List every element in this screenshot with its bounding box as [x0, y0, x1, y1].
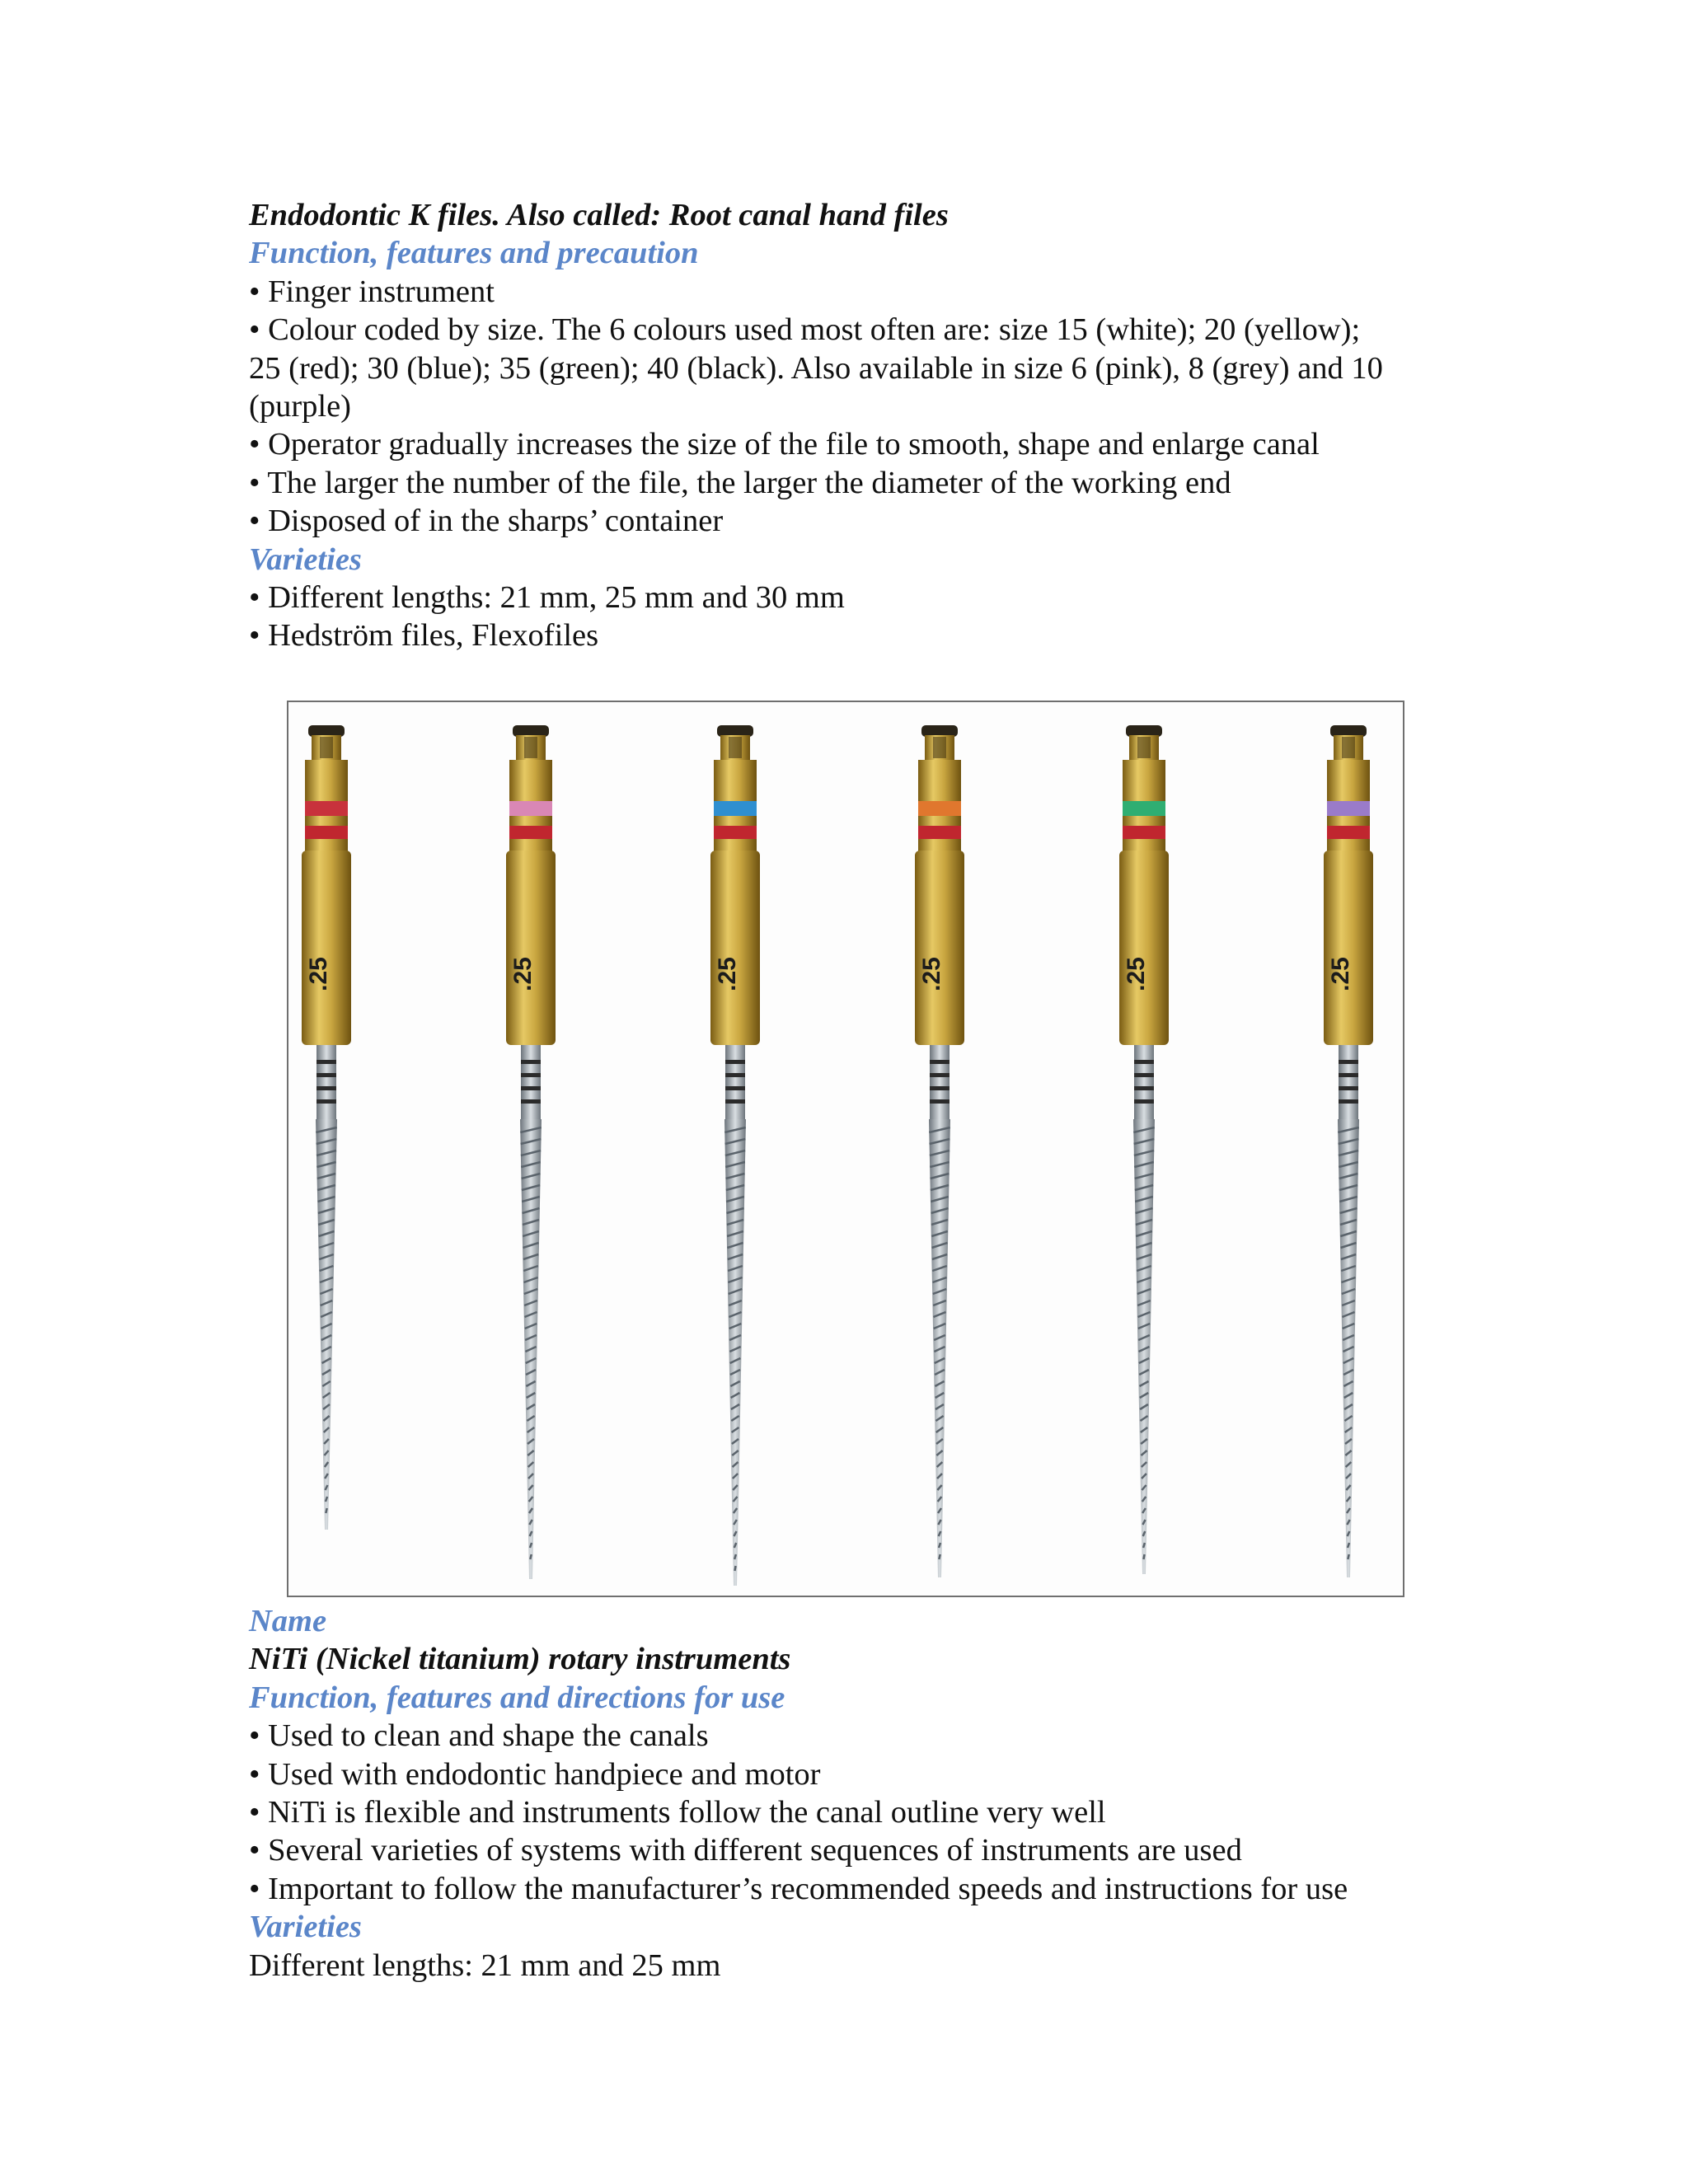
instrument-cap	[921, 725, 958, 737]
rotary-instrument	[1119, 725, 1169, 1574]
instrument-latch-notch	[729, 737, 742, 758]
instrument-shank	[1324, 851, 1373, 1045]
rotary-instrument	[506, 725, 556, 1579]
instrument-shaft	[1134, 1045, 1154, 1119]
kfiles-bullet: • Disposed of in the sharps’ container	[249, 504, 724, 539]
instrument-flutes	[316, 1119, 337, 1530]
niti-title: NiTi (Nickel titanium) rotary instruments	[249, 1642, 791, 1677]
depth-marking	[521, 1099, 541, 1104]
instrument-cap	[513, 725, 549, 737]
depth-marking	[521, 1073, 541, 1077]
niti-bullet: • Used with endodontic handpiece and motor	[249, 1756, 821, 1792]
taper-label: .25	[1327, 957, 1354, 991]
size-color-band	[1123, 801, 1165, 816]
instrument-shank	[915, 851, 964, 1045]
depth-marking	[316, 1086, 336, 1090]
kfiles-bullet-continued: 25 (red); 30 (blue); 35 (green); 40 (black). Also available in size 6 (pink), 8 (grey) and 10	[249, 350, 1383, 386]
depth-marking	[725, 1086, 745, 1090]
size-color-band	[305, 801, 348, 816]
kfiles-variety: • Different lengths: 21 mm, 25 mm and 30 mm	[249, 580, 845, 616]
kfiles-title: Endodontic K files. Also called: Root canal hand files	[249, 198, 949, 232]
flute-spiral	[939, 1554, 940, 1559]
niti-bullet: • Several varieties of systems with different sequences of instruments are used	[249, 1833, 1242, 1868]
kfiles-bullet-continued: (purple)	[249, 389, 351, 424]
kfiles-bullet: • Operator gradually increases the size of the file to smooth, shape and enlarge canal	[249, 427, 1320, 462]
size-color-band	[918, 801, 961, 816]
depth-marking	[930, 1086, 950, 1090]
instrument-shank	[302, 851, 351, 1045]
depth-marking	[725, 1073, 745, 1077]
depth-marking	[1134, 1086, 1154, 1090]
red-band	[305, 826, 348, 839]
depth-marking	[1339, 1099, 1358, 1104]
depth-marking	[1134, 1060, 1154, 1064]
taper-label: .25	[714, 957, 741, 991]
flute-spiral	[734, 1566, 735, 1571]
depth-marking	[1134, 1073, 1154, 1077]
flute-spiral	[734, 1554, 736, 1559]
instrument-shaft	[521, 1045, 541, 1119]
kfiles-section	[249, 196, 1469, 655]
taper-label: .25	[305, 957, 332, 991]
rotary-instrument	[915, 725, 964, 1577]
instrument-shaft	[1339, 1045, 1358, 1119]
depth-marking	[725, 1060, 745, 1064]
red-band	[509, 826, 552, 839]
depth-marking	[521, 1060, 541, 1064]
niti-varieties-heading: Varieties	[249, 1910, 362, 1945]
depth-marking	[316, 1099, 336, 1104]
depth-marking	[930, 1073, 950, 1077]
niti-bullet: • Used to clean and shape the canals	[249, 1718, 709, 1754]
niti-variety: Different lengths: 21 mm and 25 mm	[249, 1947, 721, 1983]
niti-name-heading: Name	[249, 1604, 327, 1638]
kfiles-variety: • Hedström files, Flexofiles	[249, 618, 599, 654]
size-color-band	[1327, 801, 1370, 816]
instrument-shank	[710, 851, 760, 1045]
flute-spiral	[1143, 1554, 1144, 1559]
instruments-illustration	[288, 702, 1403, 1596]
taper-label: .25	[918, 957, 945, 991]
size-color-band	[714, 801, 757, 816]
depth-marking	[930, 1060, 950, 1064]
instrument-shaft	[725, 1045, 745, 1119]
depth-marking	[1339, 1086, 1358, 1090]
niti-function-heading: Function, features and directions for use	[249, 1680, 785, 1715]
kfiles-bullet: • Colour coded by size. The 6 colours used most often are: size 15 (white); 20 (yellow);	[249, 312, 1361, 348]
instrument-latch-notch	[1342, 737, 1355, 758]
depth-marking	[316, 1073, 336, 1077]
instrument-latch-notch	[524, 737, 537, 758]
red-band	[714, 826, 757, 839]
niti-bullet: • Important to follow the manufacturer’s recommended speeds and instructions for use	[249, 1871, 1348, 1906]
niti-bullet: • NiTi is flexible and instruments follow the canal outline very well	[249, 1795, 1106, 1830]
depth-marking	[316, 1060, 336, 1064]
instrument-shank	[1119, 851, 1169, 1045]
instrument-shank	[506, 851, 556, 1045]
red-band	[918, 826, 961, 839]
depth-marking	[1134, 1099, 1154, 1104]
taper-label: .25	[509, 957, 537, 991]
kfiles-varieties-heading: Varieties	[249, 541, 362, 577]
kfiles-bullet: • Finger instrument	[249, 274, 495, 309]
taper-label: .25	[1123, 957, 1150, 991]
instrument-shaft	[316, 1045, 336, 1119]
rotary-instrument	[302, 725, 351, 1530]
instrument-cap	[1330, 725, 1367, 737]
instrument-cap	[1126, 725, 1162, 737]
depth-marking	[1339, 1073, 1358, 1077]
flute-spiral	[530, 1554, 531, 1559]
instrument-cap	[308, 725, 345, 737]
instrument-latch-notch	[1137, 737, 1151, 758]
red-band	[1327, 826, 1370, 839]
size-color-band	[509, 801, 552, 816]
depth-marking	[521, 1086, 541, 1090]
flute-spiral	[1143, 1543, 1145, 1548]
niti-section	[249, 1602, 1469, 1985]
niti-instruments-photo	[287, 701, 1404, 1597]
instrument-latch-notch	[320, 737, 333, 758]
instrument-latch-notch	[933, 737, 946, 758]
rotary-instrument	[710, 725, 760, 1586]
depth-marking	[1339, 1060, 1358, 1064]
depth-marking	[930, 1099, 950, 1104]
instrument-shaft	[930, 1045, 950, 1119]
rotary-instrument	[1324, 725, 1373, 1577]
kfiles-bullet: • The larger the number of the file, the larger the diameter of the working end	[249, 465, 1231, 500]
red-band	[1123, 826, 1165, 839]
instrument-cap	[717, 725, 753, 737]
depth-marking	[725, 1099, 745, 1104]
kfiles-function-heading: Function, features and precaution	[249, 236, 699, 271]
